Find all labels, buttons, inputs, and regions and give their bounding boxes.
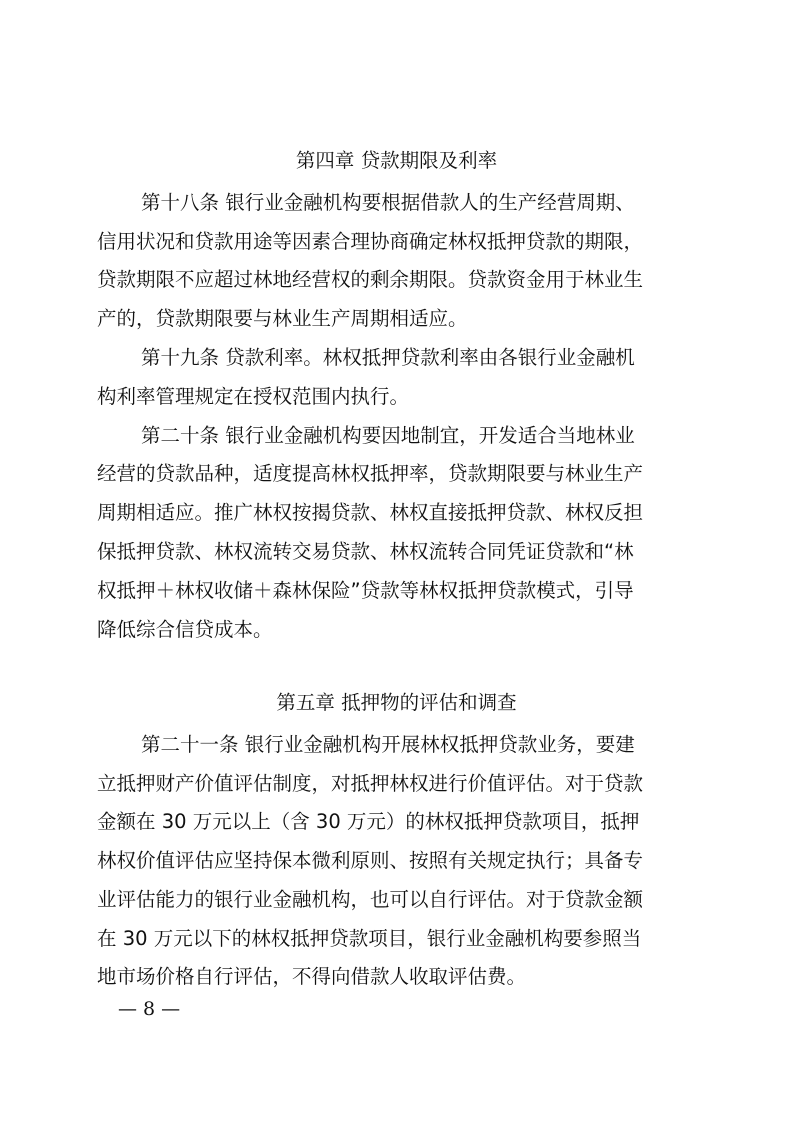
article-20-line-1: 第二十条 银行业金融机构要因地制宜，开发适合当地林业	[141, 424, 635, 447]
chapter-4-title: 第四章 贷款期限及利率	[295, 149, 498, 172]
article-21-line-4: 林权价值评估应坚持保本微利原则、按照有关规定执行；具备专	[97, 849, 644, 872]
article-21-line-1: 第二十一条 银行业金融机构开展林权抵押贷款业务，要建	[141, 733, 635, 756]
article-20-line-2: 经营的贷款品种，适度提高林权抵押率，贷款期限要与林业生产	[97, 462, 644, 485]
article-20-line-5: 权抵押＋林权收储＋森林保险”贷款等林权抵押贷款模式，引导	[97, 579, 634, 602]
article-21-line-3: 金额在 30 万元以上（含 30 万元）的林权抵押贷款项目，抵押	[97, 810, 640, 833]
article-18-line-1: 第十八条 银行业金融机构要根据借款人的生产经营周期、	[141, 191, 635, 214]
article-18-line-4: 产的，贷款期限要与林业生产周期相适应。	[97, 307, 468, 330]
article-20-line-3: 周期相适应。推广林权按揭贷款、林权直接抵押贷款、林权反担	[97, 501, 644, 524]
page-number: — 8 —	[118, 998, 181, 1020]
article-18-line-3: 贷款期限不应超过林地经营权的剩余期限。贷款资金用于林业生	[97, 268, 644, 291]
chapter-5-title: 第五章 抵押物的评估和调查	[276, 691, 517, 714]
article-21-line-6: 在 30 万元以下的林权抵押贷款项目，银行业金融机构要参照当	[97, 927, 642, 950]
article-18-line-2: 信用状况和贷款用途等因素合理协商确定林权抵押贷款的期限，	[97, 230, 644, 253]
article-19-line-1: 第十九条 贷款利率。林权抵押贷款利率由各银行业金融机	[141, 346, 635, 369]
article-21-line-2: 立抵押财产价值评估制度，对抵押林权进行价值评估。对于贷款	[97, 772, 644, 795]
article-20-line-4: 保抵押贷款、林权流转交易贷款、林权流转合同凭证贷款和“林	[97, 540, 634, 563]
article-19-line-2: 构利率管理规定在授权范围内执行。	[97, 385, 410, 408]
article-21-line-7: 地市场价格自行评估，不得向借款人收取评估费。	[97, 965, 527, 988]
article-20-line-6: 降低综合信贷成本。	[97, 618, 273, 641]
article-21-line-5: 业评估能力的银行业金融机构，也可以自行评估。对于贷款金额	[97, 888, 644, 911]
